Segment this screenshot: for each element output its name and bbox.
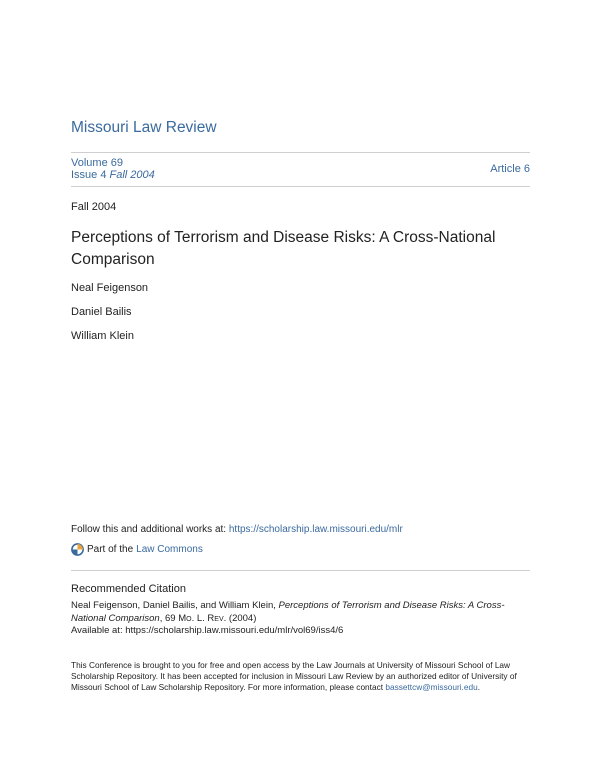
contact-email-link[interactable]: bassettcw@missouri.edu bbox=[385, 682, 478, 692]
repository-link[interactable]: https://scholarship.law.missouri.edu/mlr bbox=[228, 524, 403, 535]
author-2: Daniel Bailis bbox=[71, 306, 132, 318]
article-number-link[interactable]: Article 6 bbox=[490, 163, 530, 175]
footer-end: . bbox=[477, 682, 481, 692]
available-url[interactable]: https://scholarship.law.missouri.edu/mlr/vol69/iss4/6 bbox=[125, 625, 344, 636]
follow-text: Follow this and additional works at: bbox=[71, 524, 229, 535]
part-of-text: Part of the bbox=[87, 544, 134, 555]
footer-note bbox=[71, 660, 530, 693]
divider-bottom bbox=[71, 570, 530, 571]
footer-text: This Conference is brought to you for free and open access by the Law Journals at University of Missouri School of Law Scholarship Repository. It has been accepted for inclusion in Missouri Law Review by an authorized editor of University of Missouri School of Law Scholarship Repository. For more information, please contact bbox=[71, 660, 517, 692]
author-1: Neal Feigenson bbox=[71, 282, 149, 294]
divider-middle bbox=[71, 186, 530, 187]
citation-authors: Neal Feigenson, Daniel Bailis, and William Klein, bbox=[71, 600, 279, 611]
citation-year: (2004) bbox=[226, 613, 257, 624]
law-commons-link[interactable]: Law Commons bbox=[136, 544, 203, 555]
publication-date: Fall 2004 bbox=[71, 201, 117, 213]
citation-text bbox=[71, 599, 530, 625]
follow-line bbox=[71, 524, 403, 535]
author-3: William Klein bbox=[71, 330, 134, 342]
divider-top bbox=[71, 152, 530, 153]
citation-volume: , 69 bbox=[159, 613, 179, 624]
issue-link[interactable]: Issue 4 bbox=[71, 169, 107, 181]
volume-link[interactable]: Volume 69 bbox=[71, 157, 123, 169]
part-of-line bbox=[71, 543, 203, 556]
issue-date[interactable]: Fall 2004 bbox=[109, 169, 155, 181]
article-title: Perceptions of Terrorism and Disease Risks: A Cross-National Comparison bbox=[71, 229, 496, 268]
available-at-line bbox=[71, 625, 343, 636]
available-label: Available at: bbox=[71, 625, 126, 636]
volume-issue-block bbox=[71, 157, 155, 181]
journal-title-link[interactable]: Missouri Law Review bbox=[71, 119, 217, 136]
citation-journal: Mo. L. Rev. bbox=[178, 613, 227, 624]
recommended-citation-heading: Recommended Citation bbox=[71, 583, 186, 595]
citation-title: Perceptions of Terrorism and Disease Risks: A Cross-National Comparison bbox=[71, 600, 505, 624]
issue-line[interactable] bbox=[71, 169, 155, 181]
creative-commons-icon bbox=[71, 543, 84, 556]
